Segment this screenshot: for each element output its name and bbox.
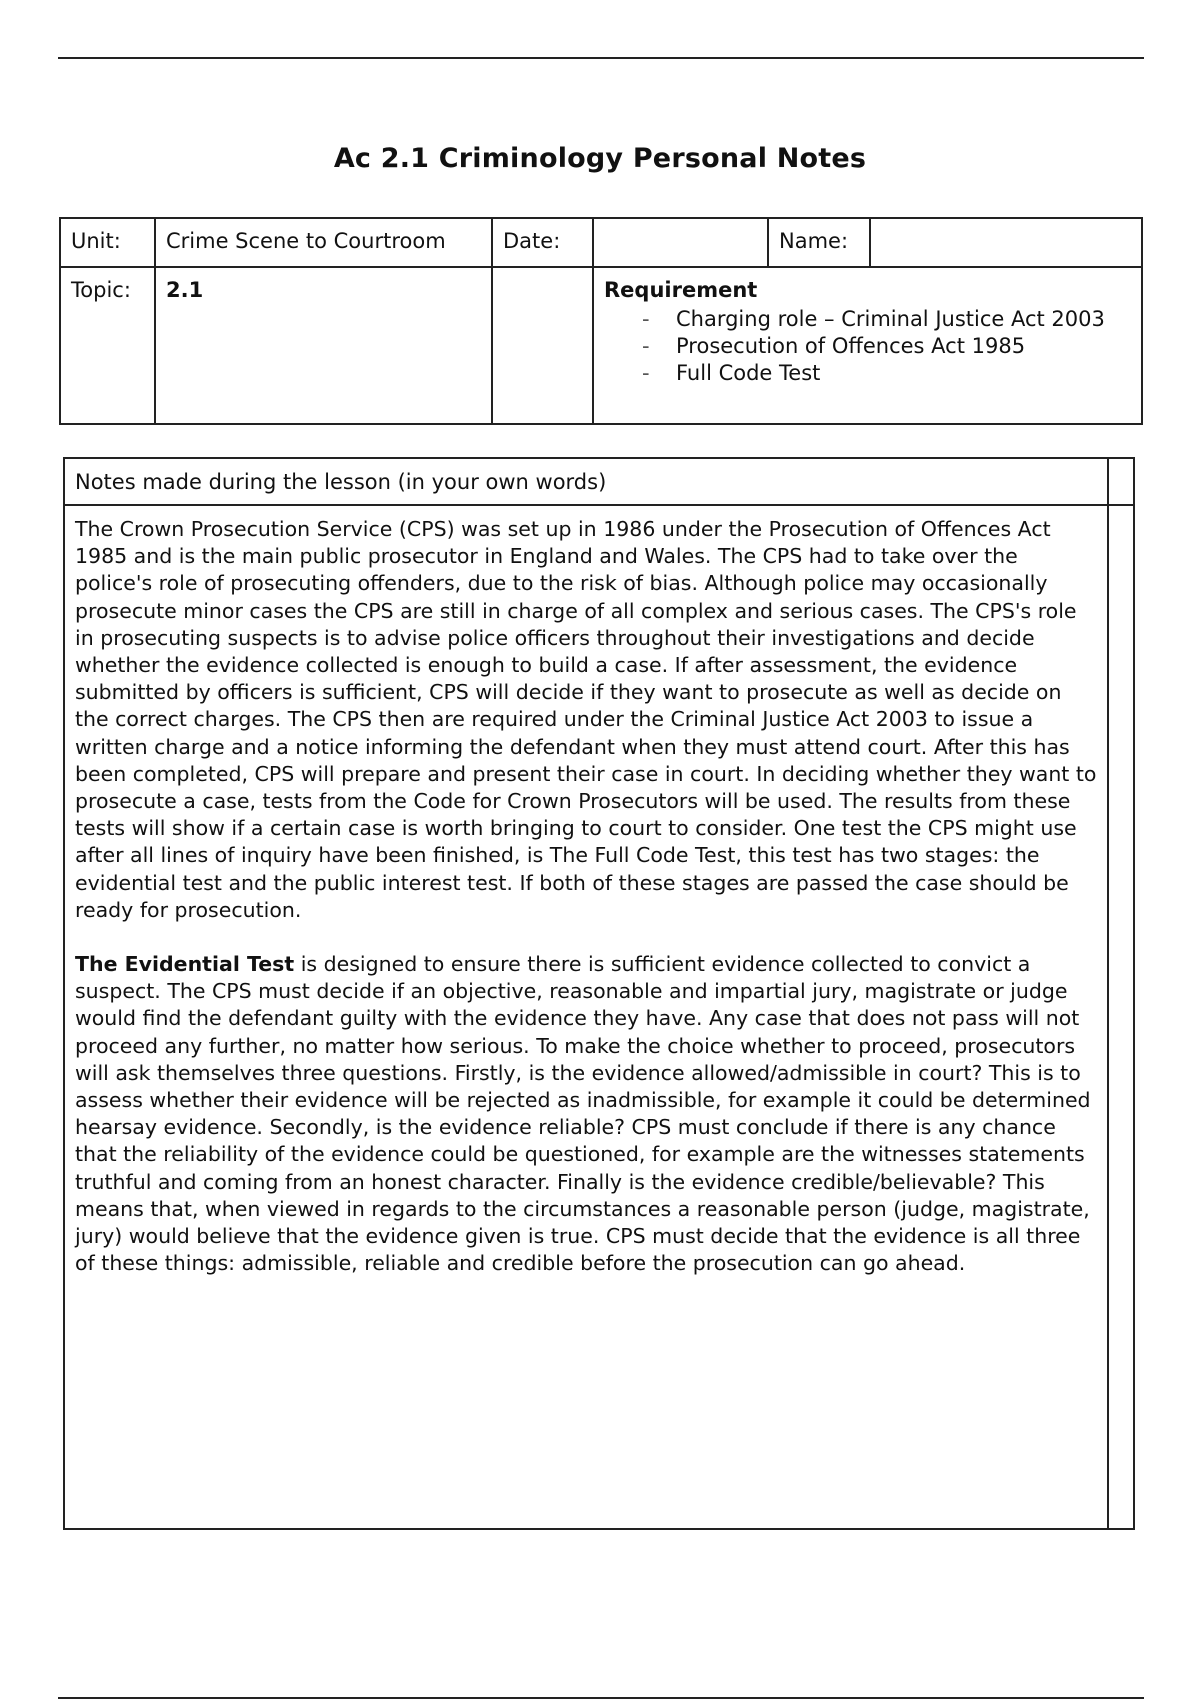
name-label: Name: xyxy=(768,218,870,267)
unit-value: Crime Scene to Courtroom xyxy=(155,218,492,267)
notes-paragraph-cps: The Crown Prosecution Service (CPS) was set up in 1986 under the Prosecution of Offences Act 1985 and is the main public prosecutor in England and Wales. The CPS had to take over the police's role of prosecuting offenders, due to the risk of bias. Although police may occasionally prosecute minor cases the CPS are still in charge of all complex and serious cases. The CPS's role in prosecuting suspects is to advise police officers throughout their investigations and decide whether the evidence collected is enough to build a case. If after assessment, the evidence submitted by officers is sufficient, CPS will decide if they want to prosecute as well as decide on the correct charges. The CPS then are required under the Criminal Justice Act 2003 to issue a written charge and a notice informing the defendant when they must attend court. After this has been completed, CPS will prepare and present their case in court. In deciding whether they want to prosecute a case, tests from the Code for Crown Prosecutors will be used. The results from these tests will show if a certain case is worth bringing to court to consider. One test the CPS might use after all lines of inquiry have been finished, is The Full Code Test, this test has two stages: the evidential test and the public interest test. If both of these stages are passed the case should be ready for prosecution. xyxy=(75,517,1097,922)
requirement-list xyxy=(604,306,1131,387)
info-row-topic xyxy=(60,267,1142,424)
requirement-item: - Charging role – Criminal Justice Act 2003 xyxy=(676,306,1131,333)
requirement-cell xyxy=(593,267,1142,424)
requirement-item: - Prosecution of Offences Act 1985 xyxy=(676,333,1131,360)
info-table xyxy=(59,217,1143,425)
date-label: Date: xyxy=(492,218,593,267)
date-field[interactable] xyxy=(593,218,768,267)
notes-body xyxy=(65,506,1107,1277)
notes-box xyxy=(63,457,1135,1530)
info-row-unit xyxy=(60,218,1142,267)
requirement-title: Requirement xyxy=(604,278,758,302)
notes-paragraph-evidential-test xyxy=(75,951,1097,1277)
top-divider xyxy=(58,57,1144,59)
unit-label: Unit: xyxy=(60,218,155,267)
requirement-item: - Full Code Test xyxy=(676,360,1131,387)
topic-label: Topic: xyxy=(60,267,155,424)
evidential-test-text: is designed to ensure there is sufficient evidence collected to convict a suspect. The CPS must decide if an objective, reasonable and impartial jury, magistrate or judge would find the defendant guilty with the evidence they have. Any case that does not pass will not proceed any further, no matter how serious. To make the choice whether to proceed, prosecutors will ask themselves three questions. Firstly, is the evidence allowed/admissible in court? This is to assess whether their evidence will be rejected as inadmissible, for example it could be determined hearsay evidence. Secondly, is the evidence reliable? CPS must conclude if there is any chance that the reliability of the evidence could be questioned, for example are the witnesses statements truthful and coming from an honest character. Finally is the evidence credible/believable? This means that, when viewed in regards to the circumstances a reasonable person (judge, magistrate, jury) would believe that the evidence given is true. CPS must decide that the evidence is all three of these things: admissible, reliable and credible before the prosecution can go ahead. xyxy=(75,952,1091,1276)
name-field[interactable] xyxy=(870,218,1142,267)
evidential-test-heading: The Evidential Test xyxy=(75,952,295,977)
topic-value: 2.1 xyxy=(155,267,492,424)
document-title: Ac 2.1 Criminology Personal Notes xyxy=(333,143,867,174)
topic-empty-cell xyxy=(492,267,593,424)
bottom-divider xyxy=(58,1697,1144,1699)
notes-header-divider xyxy=(1107,504,1133,506)
notes-header: Notes made during the lesson (in your own words) xyxy=(65,459,1107,506)
notes-side-column xyxy=(1107,459,1109,1528)
